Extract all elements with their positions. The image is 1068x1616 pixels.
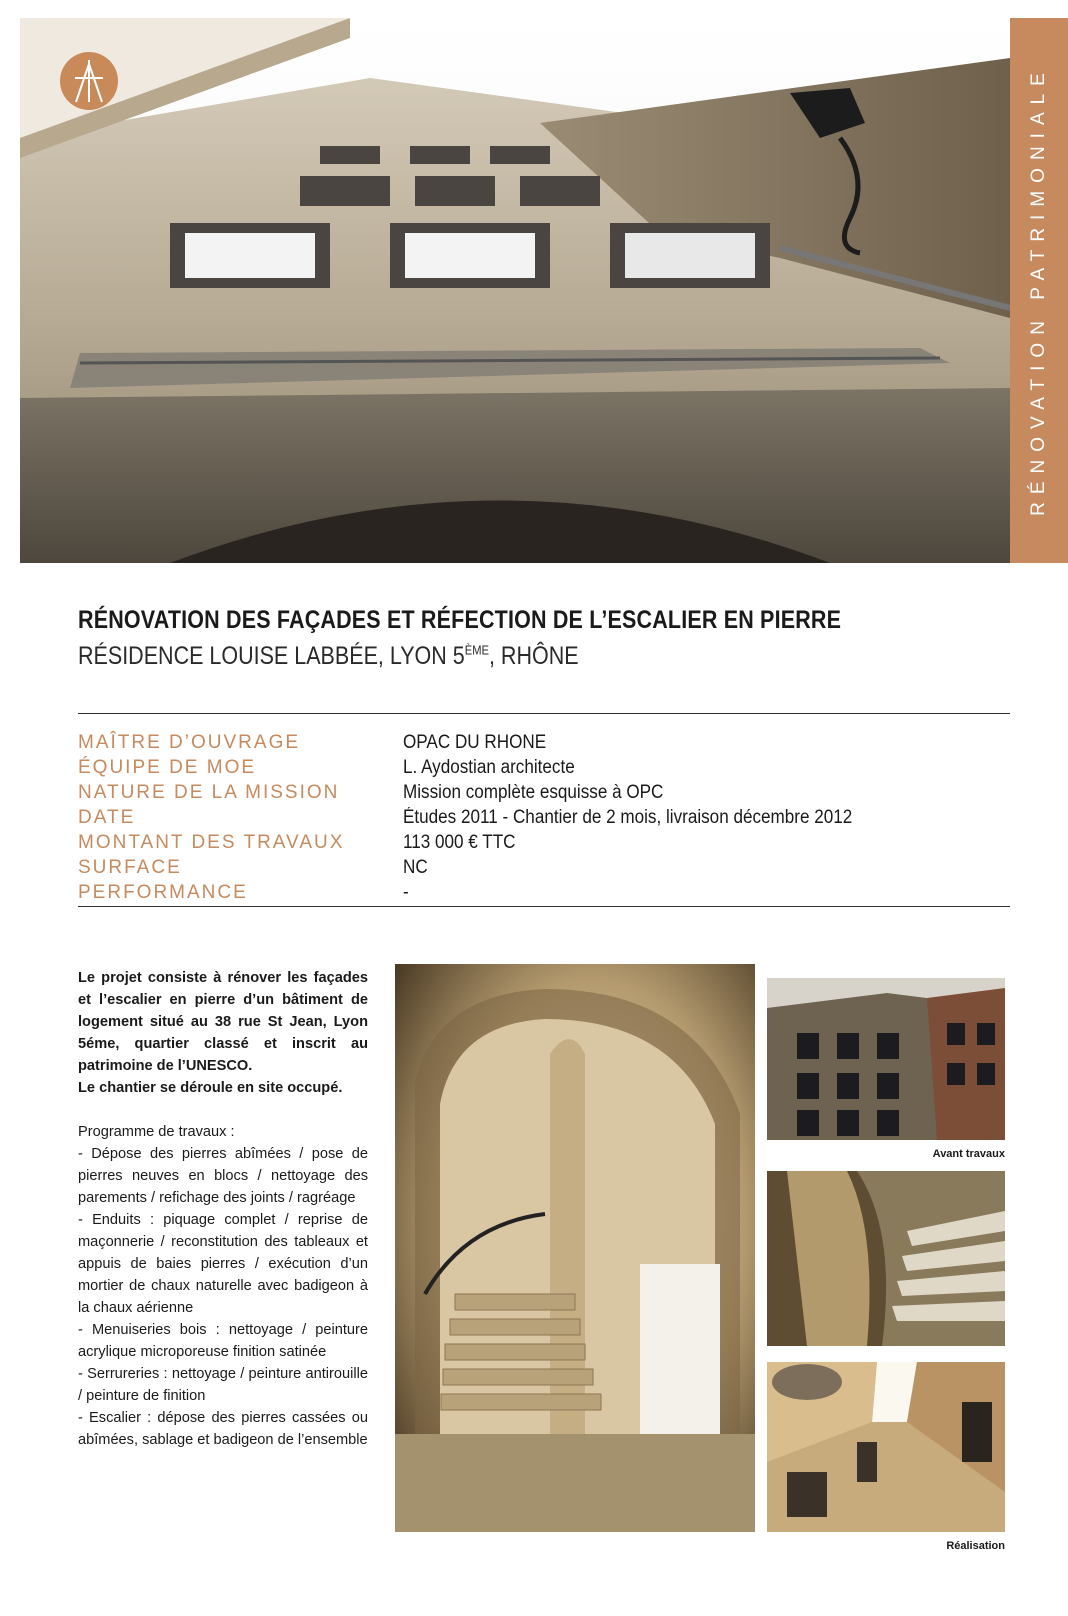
program-item: - Dépose des pierres abîmées / pose de pierres neuves en blocs / nettoyage des parements / refichage des joints / ragréage: [78, 1146, 368, 1206]
info-value: OPAC DU RHONE: [403, 731, 547, 753]
facade-illustration: [20, 18, 1010, 563]
spiral-stair-photo: [767, 1171, 1005, 1346]
project-description: [78, 967, 368, 1451]
info-label: DATE: [78, 806, 136, 828]
hero-facade-photo: [20, 18, 1010, 563]
info-value: Mission complète esquisse à OPC: [403, 781, 664, 803]
info-label: NATURE DE LA MISSION: [78, 781, 340, 803]
program-item: - Escalier : dépose des pierres cassées ou abîmées, sablage et badigeon de l’ensemble: [78, 1410, 368, 1448]
info-label: ÉQUIPE DE MOE: [78, 756, 257, 778]
info-label: SURFACE: [78, 856, 182, 878]
category-side-band: [1010, 18, 1068, 563]
info-row: [78, 880, 1010, 905]
courtyard-illustration: [767, 1362, 1005, 1532]
description-occupied: Le chantier se déroule en site occupé.: [78, 1080, 343, 1096]
info-value: -: [403, 881, 409, 903]
info-value: NC: [403, 856, 428, 878]
table-bottom-rule: [78, 906, 1010, 907]
info-label: MONTANT DES TRAVAUX: [78, 831, 345, 853]
before-works-photo: [767, 978, 1005, 1140]
before-works-caption: Avant travaux: [932, 1148, 1005, 1160]
table-top-rule: [78, 713, 1010, 714]
program-title: Programme de travaux :: [78, 1124, 235, 1140]
staircase-illustration: [395, 964, 755, 1532]
info-value: L. Aydostian architecte: [403, 756, 575, 778]
courtyard-photo: [767, 1362, 1005, 1532]
staircase-photo: [395, 964, 755, 1532]
before-facade-illustration: [767, 978, 1005, 1140]
company-logo: [60, 52, 118, 110]
realisation-caption: Réalisation: [946, 1540, 1005, 1552]
info-value: 113 000 € TTC: [403, 831, 516, 853]
project-subtitle: [78, 642, 579, 671]
program-item: - Menuiseries bois : nettoyage / peinture acrylique microporeuse finition satinée: [78, 1322, 368, 1360]
logo-mark-icon: [60, 52, 118, 110]
info-row: [78, 755, 1010, 780]
project-title: RÉNOVATION DES FAÇADES ET RÉFECTION DE L’ESCALIER EN PIERRE: [78, 606, 842, 634]
project-info-table: [78, 730, 1010, 905]
info-row: [78, 780, 1010, 805]
category-label: RÉNOVATION PATRIMONIALE: [1028, 65, 1049, 516]
info-label: MAÎTRE D’OUVRAGE: [78, 731, 301, 753]
info-row: [78, 830, 1010, 855]
info-row: [78, 805, 1010, 830]
program-item: - Enduits : piquage complet / reprise de maçonnerie / reconstitution des tableaux et appuis de baies pierres / exécution d’un mortier de chaux naturelle avec badigeon à la chaux aérienne: [78, 1212, 368, 1316]
description-intro: Le projet consiste à rénover les façades et l’escalier en pierre d’un bâtiment de logement situé au 38 rue St Jean, Lyon 5éme, quartier classé et inscrit au patrimoine de l’UNESCO.: [78, 970, 368, 1074]
info-row: [78, 730, 1010, 755]
spiral-stair-illustration: [767, 1171, 1005, 1346]
info-row: [78, 855, 1010, 880]
subtitle-end: , RHÔNE: [488, 642, 579, 670]
subtitle-superscript: ÈME: [464, 642, 489, 658]
subtitle-main: RÉSIDENCE LOUISE LABBÉE, LYON 5: [78, 642, 465, 670]
info-value: Études 2011 - Chantier de 2 mois, livraison décembre 2012: [403, 806, 853, 828]
program-item: - Serrureries : nettoyage / peinture antirouille / peinture de finition: [78, 1366, 368, 1404]
info-label: PERFORMANCE: [78, 881, 248, 903]
